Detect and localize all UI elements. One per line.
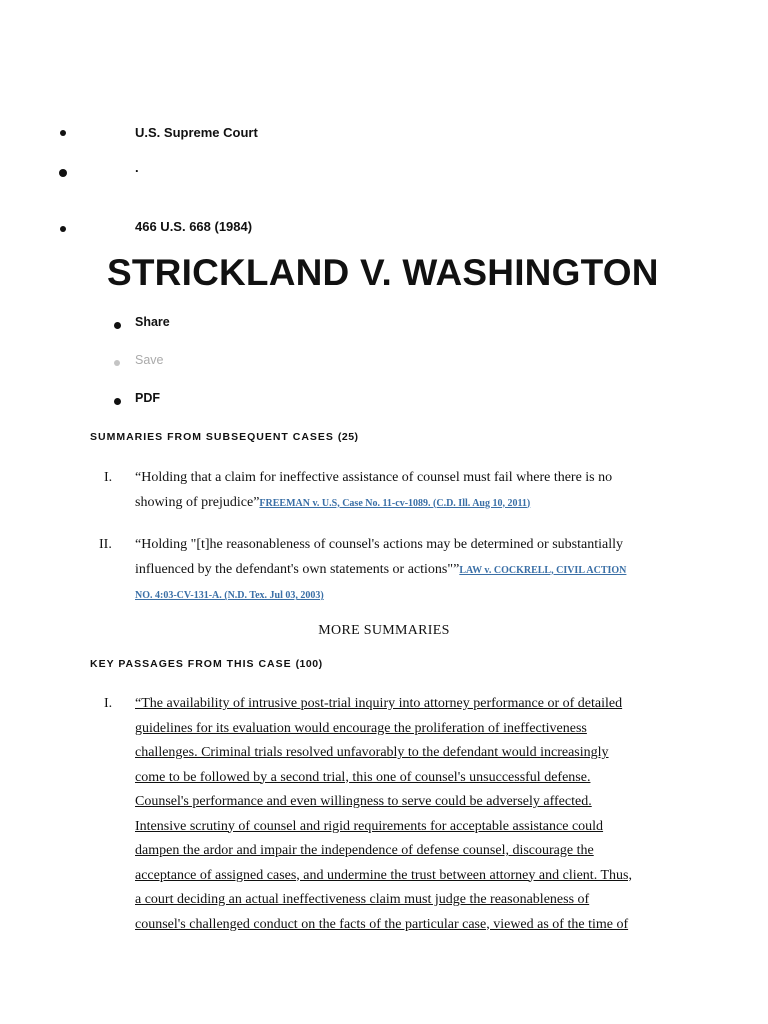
passage-line: a court deciding an actual ineffectiveness claim must judge the reasonableness of — [135, 892, 590, 907]
save-button[interactable]: Save — [135, 353, 164, 367]
case-citation: 466 U.S. 668 (1984) — [135, 219, 253, 234]
pdf-button[interactable]: PDF — [135, 391, 160, 405]
summaries-heading — [90, 431, 359, 443]
bullet-icon — [60, 130, 66, 136]
passage-line: acceptance of assigned cases, and undermine the trust between attorney and client. Thus, — [135, 867, 632, 883]
summary-text-cont: influenced by the defendant's own statements or actions"”LAW v. COCKRELL, CIVIL ACTION — [135, 561, 627, 577]
summary-text-cont: showing of prejudice”FREEMAN v. U.S, Case No. 11-cv-1089. (C.D. Ill. Aug 10, 2011) — [135, 494, 531, 510]
key-passage[interactable] — [135, 692, 695, 937]
summary-cite-link[interactable]: LAW v. COCKRELL, CIVIL ACTION — [459, 564, 627, 576]
passage-line: guidelines for its evaluation would encourage the proliferation of ineffectiveness — [135, 720, 587, 736]
summary-cite-cont — [135, 583, 675, 609]
passage-line: dampen the ardor and impair the independence of defense counsel, discourage the — [135, 843, 594, 858]
bullet-icon — [60, 226, 66, 232]
summary-cite-link-cont[interactable]: NO. 4:03-CV-131-A. (N.D. Tex. Jul 03, 2003) — [135, 590, 324, 601]
passage-line: challenges. Criminal trials resolved unfavorably to the defendant would increasingly — [135, 745, 609, 760]
passage-line: Intensive scrutiny of counsel and rigid requirements for acceptable assistance could — [135, 818, 604, 834]
summary-item — [135, 466, 675, 516]
summary-text: “Holding "[t]he reasonableness of counsel's actions may be determined or substantially — [135, 537, 623, 552]
passage-line: Counsel's performance and even willingness to serve could be adversely affected. — [135, 794, 592, 809]
passage-line: “The availability of intrusive post-trial inquiry into attorney performance or of detailed — [135, 696, 623, 711]
page-title: STRICKLAND V. WASHINGTON — [107, 252, 659, 293]
summaries-heading-text: SUMMARIES FROM SUBSEQUENT CASES — [90, 431, 334, 443]
bullet-icon — [114, 398, 121, 405]
summary-numeral: II. — [99, 537, 112, 552]
bullet-icon — [114, 360, 120, 366]
court-name[interactable]: U.S. Supreme Court — [135, 125, 258, 140]
meta-separator: . — [135, 160, 139, 175]
key-passages-heading-text: KEY PASSAGES FROM THIS CASE — [90, 658, 292, 670]
key-passages-count: (100) — [295, 658, 323, 670]
summaries-count: (25) — [337, 431, 359, 443]
summary-item — [135, 533, 675, 609]
summary-cite-link[interactable]: FREEMAN v. U.S, Case No. 11-cv-1089. (C.D. Ill. Aug 10, 2011) — [259, 497, 531, 509]
key-passages-heading — [90, 658, 323, 670]
passage-line: counsel's challenged conduct on the facts of the particular case, viewed as of the time of — [135, 916, 629, 932]
bullet-icon — [114, 322, 121, 329]
bullet-icon — [59, 169, 67, 177]
more-summaries-link[interactable]: MORE SUMMARIES — [318, 623, 450, 638]
summary-text: “Holding that a claim for ineffective assistance of counsel must fail where there is no — [135, 470, 613, 485]
share-button[interactable]: Share — [135, 315, 170, 329]
summary-numeral: I. — [104, 470, 113, 485]
passage-numeral: I. — [104, 696, 113, 711]
passage-line: come to be followed by a second trial, this one of counsel's unsuccessful defense. — [135, 769, 591, 785]
